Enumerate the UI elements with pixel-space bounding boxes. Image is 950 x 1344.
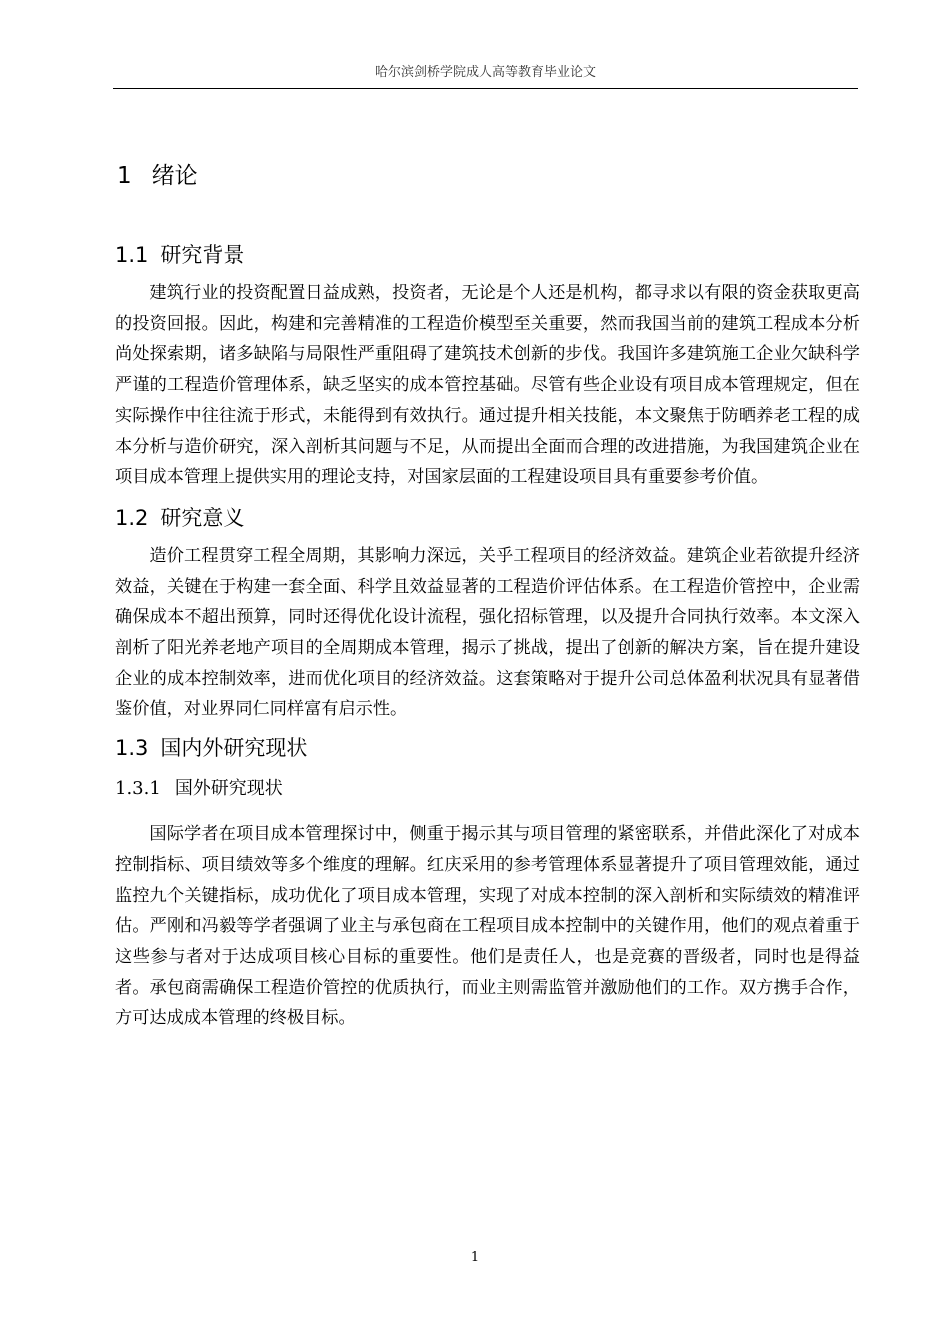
paragraph-foreign-research: 国际学者在项目成本管理探讨中，侧重于揭示其与项目管理的紧密联系，并借此深化了对成本控制指标、项目绩效等多个维度的理解。红庆采用的参考管理体系显著提升了项目管理效能，通过监控九个关键指标，成功优化了项目成本管理，实现了对成本控制的深入剖析和实际绩效的精准评估。严刚和冯毅等学者强调了业主与承包商在工程项目成本控制中的关键作用，他们的观点着重于这些参与者对于达成项目核心目标的重要性。他们是责任人，也是竞赛的晋级者，同时也是得益者。承包商需确保工程造价管控的优质执行，而业主则需监管并激励他们的工作。双方携手合作，方可达成成本管理的终极目标。: [115, 824, 860, 1029]
section-title: 研究意义: [160, 505, 245, 530]
page-number: 1: [470, 1250, 480, 1265]
paragraph-research-background: 建筑行业的投资配置日益成熟，投资者，无论是个人还是机构，都寻求以有限的资金获取更高的投资回报。因此，构建和完善精准的工程造价模型至关重要，然而我国当前的建筑工程成本分析尚处探索期，诸多缺陷与局限性严重阻碍了建筑技术创新的步伐。我国许多建筑施工企业欠缺科学严谨的工程造价管理体系，缺乏坚实的成本管控基础。尽管有些企业设有项目成本管理规定，但在实际操作中往往流于形式，未能得到有效执行。通过提升相关技能，本文聚焦于防晒养老工程的成本分析与造价研究，深入剖析其问题与不足，从而提出全面而合理的改进措施，为我国建筑企业在项目成本管理上提供实用的理论支持，对国家层面的工程建设项目具有重要参考价值。: [115, 283, 860, 488]
section-heading-research-significance: [115, 503, 860, 533]
section-title: 研究背景: [160, 243, 245, 267]
section-number: 1.1: [115, 243, 149, 267]
subsection-heading-foreign-research: [115, 775, 860, 803]
page-header: 哈尔滨剑桥学院成人高等教育毕业论文: [374, 65, 596, 80]
chapter-heading: [117, 158, 860, 194]
subsection-number: 1.3.1: [115, 778, 161, 800]
chapter-title: 绪论: [151, 163, 198, 189]
header-divider: [113, 88, 858, 89]
section-number: 1.3: [115, 736, 149, 761]
document-body: [115, 158, 860, 1034]
subsection-title: 国外研究现状: [174, 778, 283, 800]
paragraph-research-significance: 造价工程贯穿工程全周期，其影响力深远，关乎工程项目的经济效益。建筑企业若欲提升经济效益，关键在于构建一套全面、科学且效益显著的工程造价评估体系。在工程造价管控中，企业需确保成本不超出预算，同时还得优化设计流程，强化招标管理，以及提升合同执行效率。本文深入剖析了阳光养老地产项目的全周期成本管理，揭示了挑战，提出了创新的解决方案，旨在提升建设企业的成本控制效率，进而优化项目的经济效益。这套策略对于提升公司总体盈利状况具有显著借鉴价值，对业界同仁同样富有启示性。: [115, 545, 860, 720]
section-title: 国内外研究现状: [160, 736, 308, 761]
section-heading-research-status: [115, 733, 860, 763]
chapter-number: 1: [117, 163, 132, 189]
section-heading-research-background: [115, 240, 860, 270]
section-number: 1.2: [115, 505, 149, 530]
